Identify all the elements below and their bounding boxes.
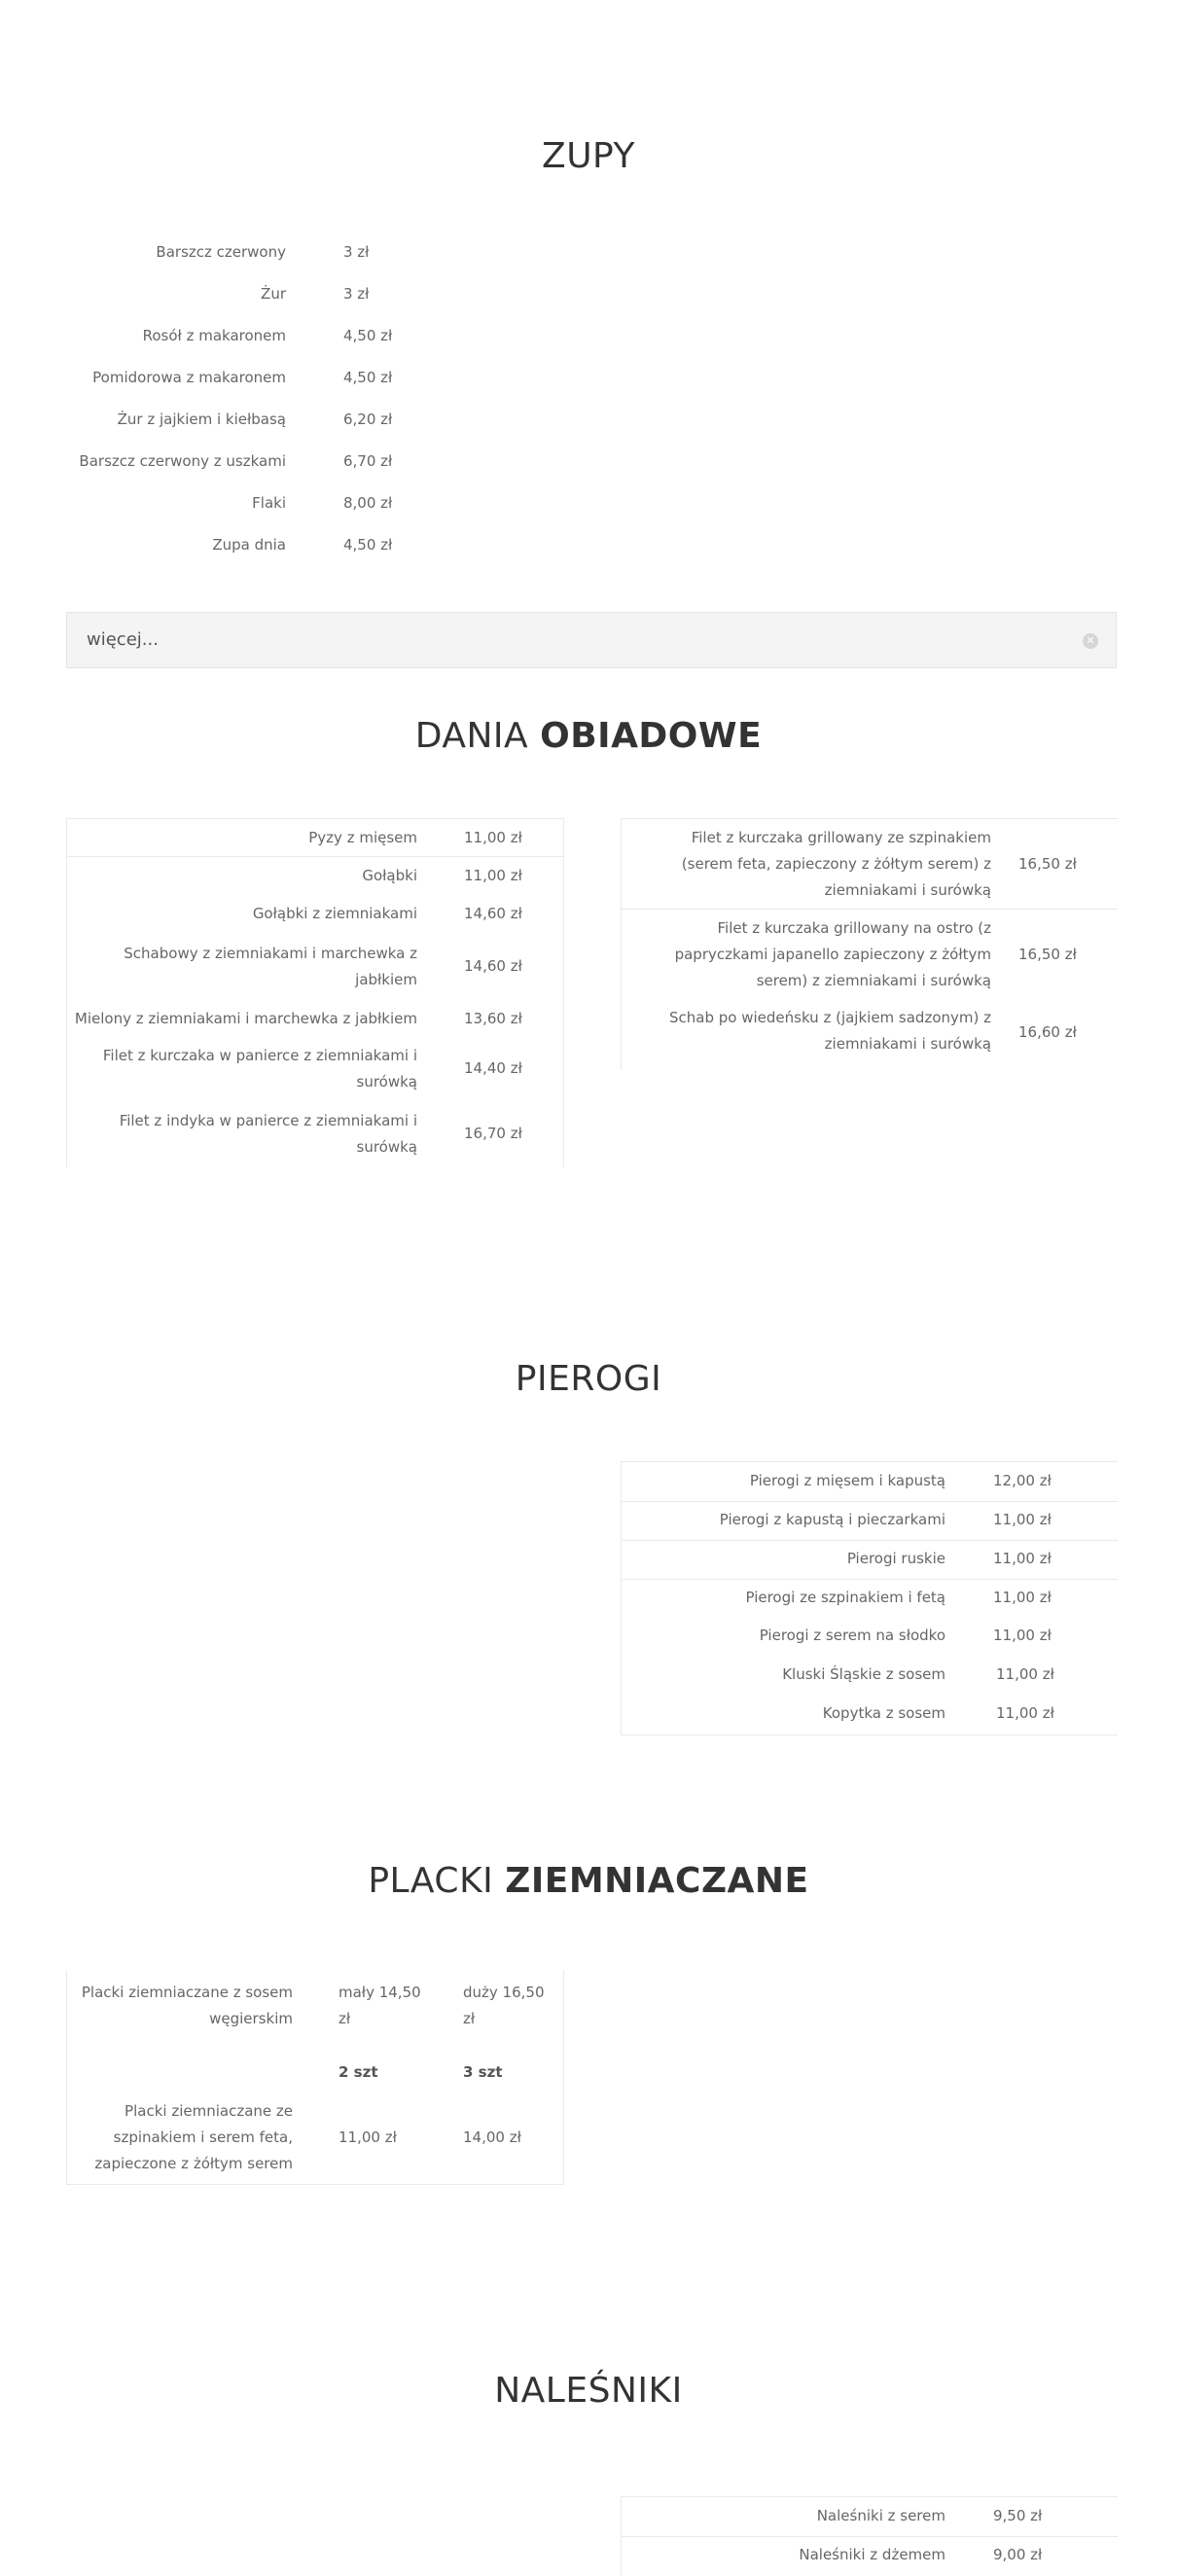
item-name: Pyzy z mięsem [308, 829, 417, 846]
item-name: Gołąbki z ziemniakami [252, 905, 417, 922]
item-name: Rosół z makaronem [142, 327, 286, 344]
item-price: 16,50 zł [1018, 946, 1077, 963]
table-row [67, 856, 563, 894]
title-light: PLACKI [368, 1861, 506, 1901]
item-name: Flaki [252, 494, 286, 512]
item-name: Naleśniki z serem [816, 2507, 945, 2524]
item-name: Zupa dnia [212, 536, 286, 554]
section-title-pierogi: PIEROGI [515, 1359, 662, 1399]
item-price: 9,50 zł [993, 2507, 1043, 2524]
item-price: 11,00 zł [464, 867, 522, 884]
item-price-small: mały 14,50 zł [339, 1984, 421, 2027]
table-row [622, 1541, 1118, 1580]
item-name: Kopytka z sosem [822, 1704, 945, 1722]
placki-table [66, 1970, 564, 2185]
list-item [0, 532, 486, 557]
item-price: 6,20 zł [343, 411, 393, 428]
item-name: Barszcz czerwony [156, 243, 286, 261]
table-row [622, 1003, 1118, 1067]
list-item [0, 490, 486, 516]
table-row [67, 818, 563, 856]
item-price-large: 14,00 zł [463, 2129, 521, 2146]
item-price-large: duży 16,50 zł [463, 1984, 545, 2027]
title-bold: ZIEMNIACZANE [505, 1861, 809, 1901]
item-name: Mielony z ziemniakami i marchewka z jabłkiem [74, 1010, 417, 1027]
item-name: Placki ziemniaczane z sosem węgierskim [81, 1984, 293, 2027]
table-row [622, 1618, 1118, 1656]
table-row [622, 1696, 1118, 1734]
item-name: Pierogi z mięsem i kapustą [749, 1472, 945, 1489]
item-price: 11,00 zł [996, 1665, 1054, 1683]
item-price: 11,00 zł [993, 1550, 1052, 1567]
nalesniki-table [621, 2496, 1118, 2576]
item-price: 6,70 zł [343, 452, 393, 470]
item-name: Filet z kurczaka grillowany ze szpinakiem (serem feta, zapieczony z żółtym serem) z ziemniakami i surówką [681, 829, 991, 899]
title-light: DANIA [414, 716, 541, 756]
item-price: 14,60 zł [464, 905, 522, 922]
item-price: 11,00 zł [996, 1704, 1054, 1722]
item-name: Gołąbki [362, 867, 417, 884]
item-price: 14,40 zł [464, 1059, 522, 1077]
item-price: 11,00 zł [464, 829, 522, 846]
item-price: 4,50 zł [343, 369, 393, 386]
qty-large: 3 szt [463, 2063, 503, 2081]
item-price: 13,60 zł [464, 1010, 522, 1027]
item-price: 11,00 zł [993, 1511, 1052, 1528]
item-price: 16,50 zł [1018, 855, 1077, 873]
section-title-dania-obiadowe [0, 716, 1177, 756]
list-item [0, 281, 486, 306]
table-row [622, 1462, 1118, 1502]
item-price: 11,00 zł [993, 1627, 1052, 1644]
table-row [622, 2537, 1118, 2575]
item-price: 11,00 zł [993, 1589, 1052, 1606]
item-name: Pierogi z kapustą i pieczarkami [719, 1511, 945, 1528]
title-bold: OBIADOWE [540, 716, 763, 756]
table-row [67, 1004, 563, 1039]
item-name: Kluski Śląskie z sosem [782, 1665, 945, 1683]
list-item [0, 365, 486, 390]
table-row [67, 1108, 563, 1164]
section-title-nalesniki: NALEŚNIKI [494, 2371, 683, 2411]
item-name: Schabowy z ziemniakami i marchewka z jabłkiem [124, 945, 417, 988]
item-name: Filet z kurczaka w panierce z ziemniakami i surówką [102, 1047, 417, 1091]
table-row [622, 1502, 1118, 1541]
table-row [67, 941, 563, 997]
table-row [622, 1580, 1118, 1618]
item-price: 14,60 zł [464, 957, 522, 975]
table-row [622, 909, 1118, 999]
item-name: Pierogi ruskie [846, 1550, 945, 1567]
item-price: 3 zł [343, 285, 370, 303]
item-name: Pierogi ze szpinakiem i fetą [745, 1589, 945, 1606]
item-price: 16,70 zł [464, 1125, 522, 1142]
list-item [0, 323, 486, 348]
item-price: 12,00 zł [993, 1472, 1052, 1489]
table-row [622, 1657, 1118, 1695]
item-name: Schab po wiedeńsku z (jajkiem sadzonym) z ziemniakami i surówką [668, 1009, 991, 1053]
menu-table-left [66, 818, 564, 1167]
item-name: Naleśniki z dżemem [799, 2546, 945, 2563]
item-price-small: 11,00 zł [339, 2129, 397, 2146]
item-price: 8,00 zł [343, 494, 393, 512]
menu-table-right [621, 818, 1118, 1070]
table-row [622, 818, 1118, 909]
pierogi-table [621, 1461, 1118, 1735]
table-row [67, 895, 563, 934]
item-price: 9,00 zł [993, 2546, 1043, 2563]
item-name: Pomidorowa z makaronem [92, 369, 286, 386]
table-row [622, 2497, 1118, 2537]
qty-small: 2 szt [339, 2063, 378, 2081]
item-name: Barszcz czerwony z uszkami [79, 452, 286, 470]
list-item [0, 407, 486, 432]
section-title-placki [0, 1861, 1177, 1901]
section-title-zupy: ZUPY [542, 136, 635, 176]
item-name: Żur z jajkiem i kiełbasą [117, 411, 286, 428]
item-price: 4,50 zł [343, 536, 393, 554]
list-item [0, 448, 486, 474]
item-price: 4,50 zł [343, 327, 393, 344]
item-name: Pierogi z serem na słodko [759, 1627, 945, 1644]
more-toggle[interactable] [66, 612, 1117, 668]
item-name: Filet z kurczaka grillowany na ostro (z papryczkami japanello zapieczony z żółtym serem) z ziemniakami i surówką [674, 919, 991, 989]
item-price: 3 zł [343, 243, 370, 261]
item-price: 16,60 zł [1018, 1023, 1077, 1041]
more-label: więcej... [87, 629, 159, 650]
item-name: Placki ziemniaczane ze szpinakiem i serem feta, zapieczone z żółtym serem [94, 2102, 293, 2172]
table-row [67, 1043, 563, 1099]
item-name: Filet z indyka w panierce z ziemniakami i surówką [119, 1112, 417, 1156]
list-item [0, 239, 486, 265]
close-circle-icon[interactable]: ✕ [1083, 633, 1098, 649]
item-name: Żur [261, 285, 286, 303]
